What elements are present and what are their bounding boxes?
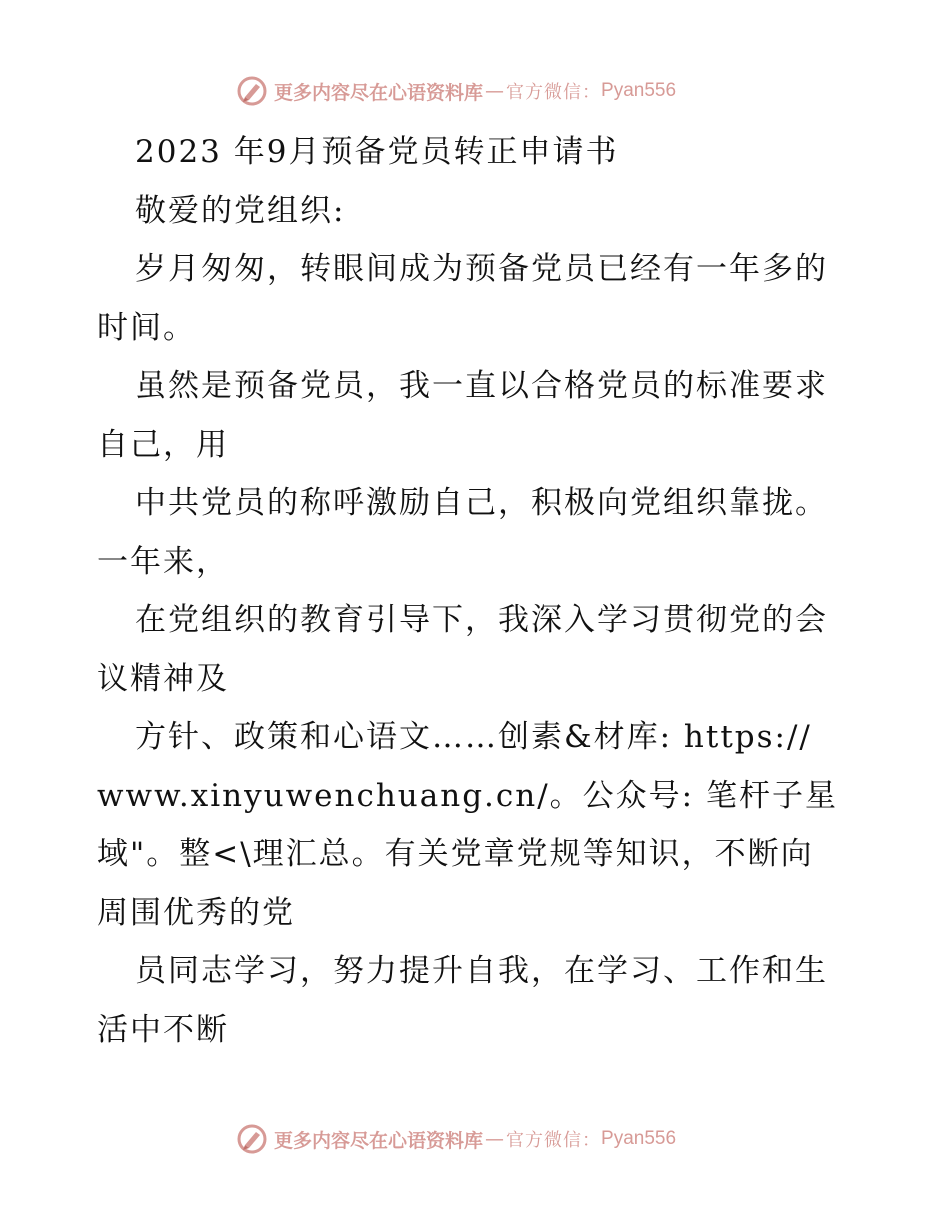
paragraph-line: 虽然是预备党员，我一直以合格党员的标准要求 xyxy=(135,368,828,404)
banner-wechat-id: Pyan556 xyxy=(601,80,677,101)
document-title: 2023 年9月预备党员转正申请书 xyxy=(135,134,619,170)
banner-wechat-id: Pyan556 xyxy=(601,1128,677,1149)
paragraph-line: 一年来， xyxy=(97,543,229,580)
paragraph-line: 周围优秀的党 xyxy=(97,894,295,931)
paragraph-line: www.xinyuwenchuang.cn/。公众号: 笔杆子星 xyxy=(97,777,838,814)
paragraph-line: 岁月匆匆，转眼间成为预备党员已经有一年多的 xyxy=(135,251,828,287)
paragraph-line: 中共党员的称呼激励自己，积极向党组织靠拢。 xyxy=(135,485,828,521)
paragraph-line: 议精神及 xyxy=(97,660,229,697)
pen-logo-icon xyxy=(236,1123,268,1155)
paragraph-line: 活中不断 xyxy=(97,1011,229,1048)
banner-wechat-label: 官方微信： xyxy=(506,1130,602,1151)
banner-wechat-label: 官方微信： xyxy=(506,82,602,103)
header-watermark-banner xyxy=(236,74,756,108)
pen-logo-icon xyxy=(236,75,268,107)
banner-separator: — xyxy=(485,1128,505,1150)
paragraph-line: 时间。 xyxy=(97,309,196,346)
document-body xyxy=(97,123,857,1059)
paragraph-line: 自己，用 xyxy=(97,426,229,463)
salutation: 敬爱的党组织: xyxy=(135,192,346,229)
footer-watermark-banner xyxy=(236,1122,756,1156)
banner-title: 更多内容尽在心语资料库 xyxy=(274,1129,484,1152)
banner-title: 更多内容尽在心语资料库 xyxy=(274,81,484,104)
paragraph-line: 员同志学习，努力提升自我，在学习、工作和生 xyxy=(135,953,828,989)
paragraph-line: 域"。整<\理汇总。有关党章党规等知识，不断向 xyxy=(97,836,814,872)
paragraph-line: 方针、政策和心语文……创素&材库: https:// xyxy=(135,719,812,755)
banner-separator: — xyxy=(485,80,505,102)
paragraph-line: 在党组织的教育引导下，我深入学习贯彻党的会 xyxy=(135,602,828,638)
